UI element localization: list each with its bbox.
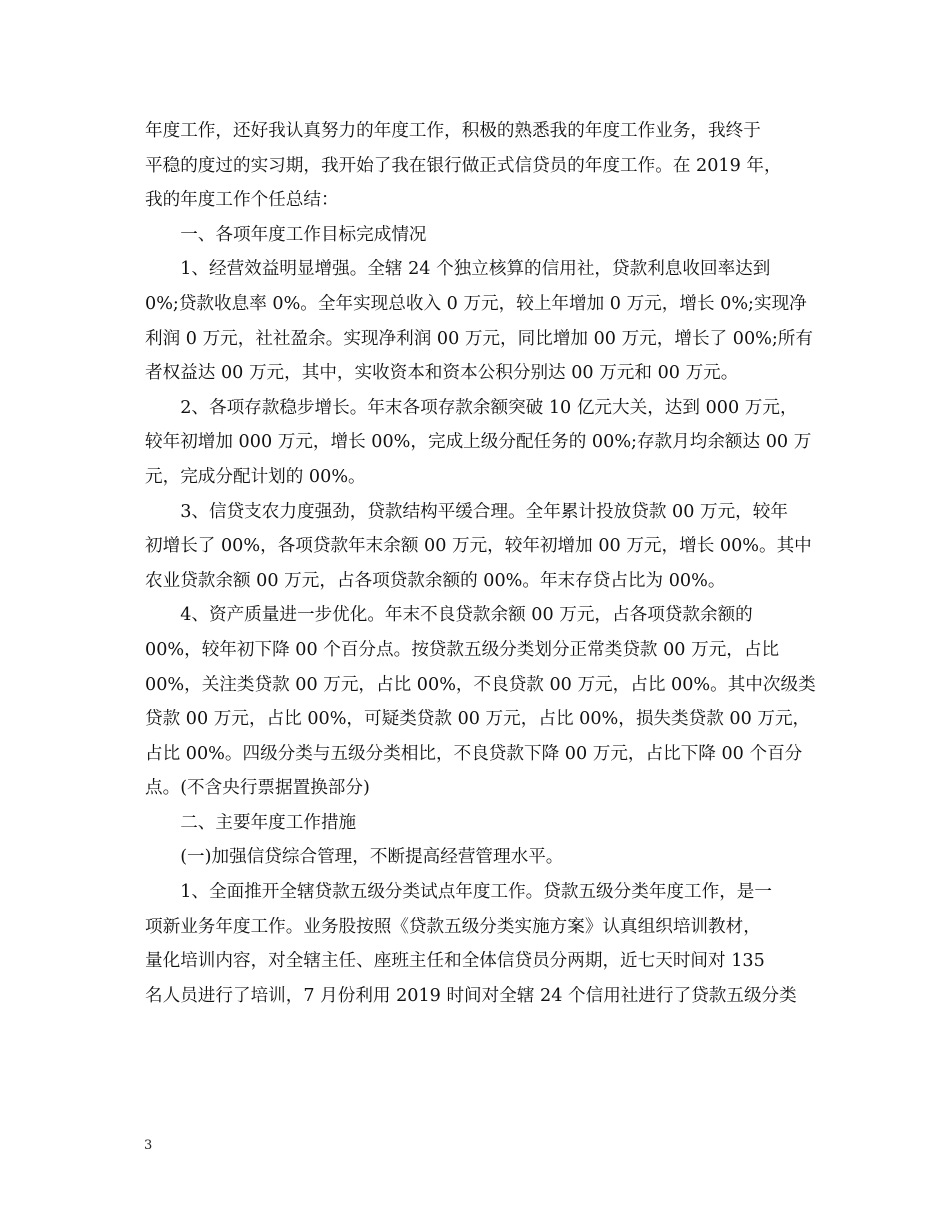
text-line: 年度工作，还好我认真努力的年度工作，积极的熟悉我的年度工作业务，我终于 (145, 121, 761, 141)
text-line: 1、全面推开全辖贷款五级分类试点年度工作。贷款五级分类年度工作，是一 (145, 882, 772, 903)
text-line: 3、信贷支农力度强劲，贷款结构平缓合理。全年累计投放贷款 00 万元，较年 (145, 501, 788, 522)
text-line: 占比 00%。四级分类与五级分类相比，不良贷款下降 00 万元，占比下降 00 个百分 (145, 743, 803, 764)
section-heading: 二、主要年度工作措施 (145, 812, 357, 833)
text-line: 利润 0 万元，社社盈余。实现净利润 00 万元，同比增加 00 万元，增长了 00%;所有 (145, 328, 813, 349)
text-line: 项新业务年度工作。业务股按照《贷款五级分类实施方案》认真组织培训教材， (145, 916, 761, 937)
text-line: 元，完成分配计划的 00%。 (145, 466, 366, 487)
text-line: 我的年度工作个任总结： (145, 190, 339, 211)
text-line: 较年初增加 000 万元，增长 00%，完成上级分配任务的 00%;存款月均余额达 00 万 (145, 432, 812, 453)
text-line: 贷款 00 万元，占比 00%，可疑类贷款 00 万元，占比 00%，损失类贷款 00 万元， (145, 709, 811, 730)
text-line: 2、各项存款稳步增长。年末各项存款余额突破 10 亿元大关，达到 000 万元， (145, 397, 798, 418)
text-line: 农业贷款余额 00 万元，占各项贷款余额的 00%。年末存贷占比为 00%。 (145, 570, 726, 591)
text-line: 平稳的度过的实习期，我开始了我在银行做正式信贷员的年度工作。在 2019 年， (145, 155, 782, 176)
page-number: 3 (144, 1138, 153, 1153)
text-line: 1、经营效益明显增强。全辖 24 个独立核算的信用社，贷款利息收回率达到 (145, 259, 771, 280)
text-line: 点。(不含央行票据置换部分) (145, 778, 370, 799)
subsection-heading: (一)加强信贷综合管理，不断提高经营管理水平。 (145, 847, 564, 868)
text-line: 00%，较年初下降 00 个百分点。按贷款五级分类划分正常类贷款 00 万元，占比 (145, 639, 780, 660)
body-text (145, 114, 816, 1013)
text-line: 者权益达 00 万元，其中，实收资本和资本公积分别达 00 万元和 00 万元。 (145, 363, 739, 384)
section-heading: 一、各项年度工作目标完成情况 (145, 224, 427, 245)
text-line: 初增长了 00%，各项贷款年末余额 00 万元，较年初增加 00 万元，增长 00%。其中 (145, 536, 812, 557)
text-line: 4、资产质量进一步优化。年末不良贷款余额 00 万元，占各项贷款余额的 (145, 605, 753, 626)
text-line: 00%，关注类贷款 00 万元，占比 00%，不良贷款 00 万元，占比 00%。其中次级类 (145, 674, 816, 695)
text-line: 量化培训内容，对全辖主任、座班主任和全体信贷员分两期，近七天时间对 135 (145, 951, 765, 972)
text-line: 名人员进行了培训，7 月份利用 2019 时间对全辖 24 个信用社进行了贷款五级分类 (145, 985, 797, 1006)
text-line: 0%;贷款收息率 0%。全年实现总收入 0 万元，较上年增加 0 万元，增长 0%;实现净 (145, 293, 807, 314)
